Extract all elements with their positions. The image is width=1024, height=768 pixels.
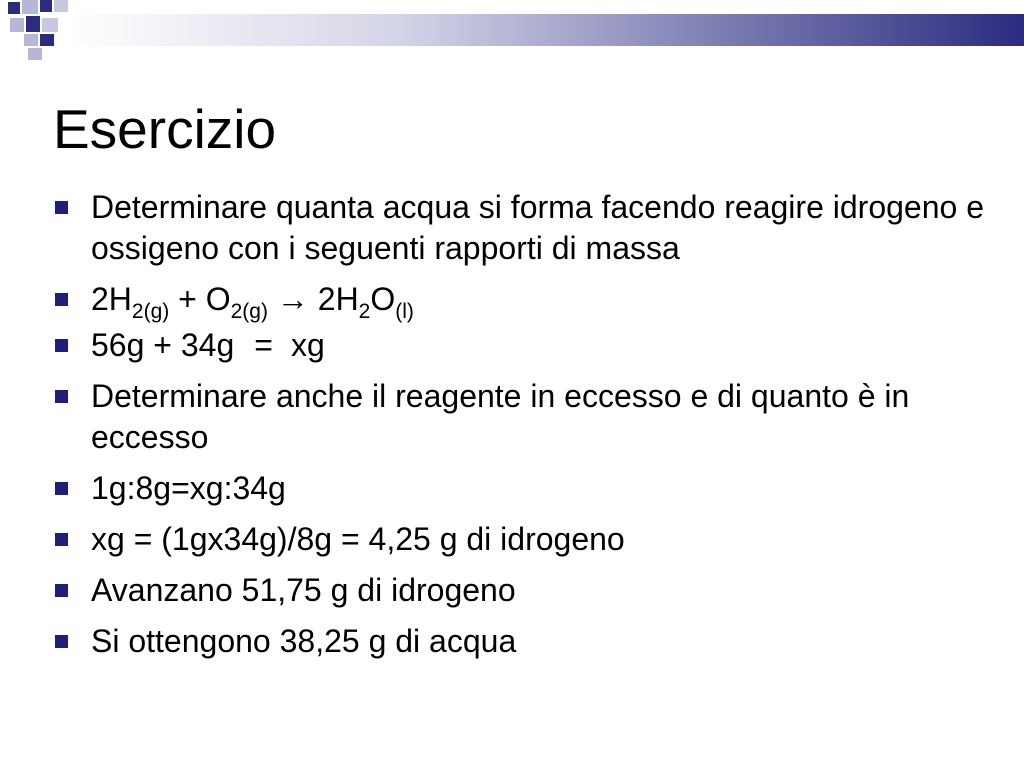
equation-text: + O [169,281,231,317]
equation-text: O [370,281,396,317]
corner-squares-logo [0,0,80,64]
square-bullet-icon [55,533,68,546]
bullet-text: Si ottengono 38,25 g di acqua [91,623,517,659]
masses-text: 56g + 34g [91,327,235,363]
equation-subscript: (l) [395,300,414,323]
equation-subscript: 2(g) [131,300,170,323]
bullet-item [55,621,1015,662]
bullet-text: Determinare quanta acqua si forma facendo reagire idrogeno e ossigeno con i seguenti rapporti di massa [91,189,984,266]
equation-text: 2H [91,281,132,317]
bullet-item-equation [55,279,1015,323]
bullet-text: 1g:8g=xg:34g [91,470,286,506]
bullet-text: Avanzano 51,75 g di idrogeno [91,572,516,608]
header-gradient-bar [66,14,1024,46]
bullet-item [55,468,1015,509]
square-bullet-icon [55,293,68,306]
bullet-list [55,187,1015,672]
bullet-item [55,376,1015,458]
equation-text: → 2H [267,281,359,317]
bullet-item-masses [55,325,1015,366]
equation-subscript: 2 [358,300,371,323]
bullet-item [55,519,1015,560]
square-bullet-icon [55,584,68,597]
square-bullet-icon [55,390,68,403]
slide-title: Esercizio [53,98,277,160]
bullet-item [55,570,1015,611]
equals-sign: = [254,327,273,363]
square-bullet-icon [55,482,68,495]
equation-subscript: 2(g) [230,300,268,323]
unknown-mass: xg [290,327,325,363]
bullet-text: xg = (1gx34g)/8g = 4,25 g di idrogeno [91,521,625,557]
bullet-item [55,187,1015,269]
square-bullet-icon [55,339,68,352]
square-bullet-icon [55,635,68,648]
bullet-text: Determinare anche il reagente in eccesso e di quanto è in eccesso [91,378,910,455]
square-bullet-icon [55,201,68,214]
